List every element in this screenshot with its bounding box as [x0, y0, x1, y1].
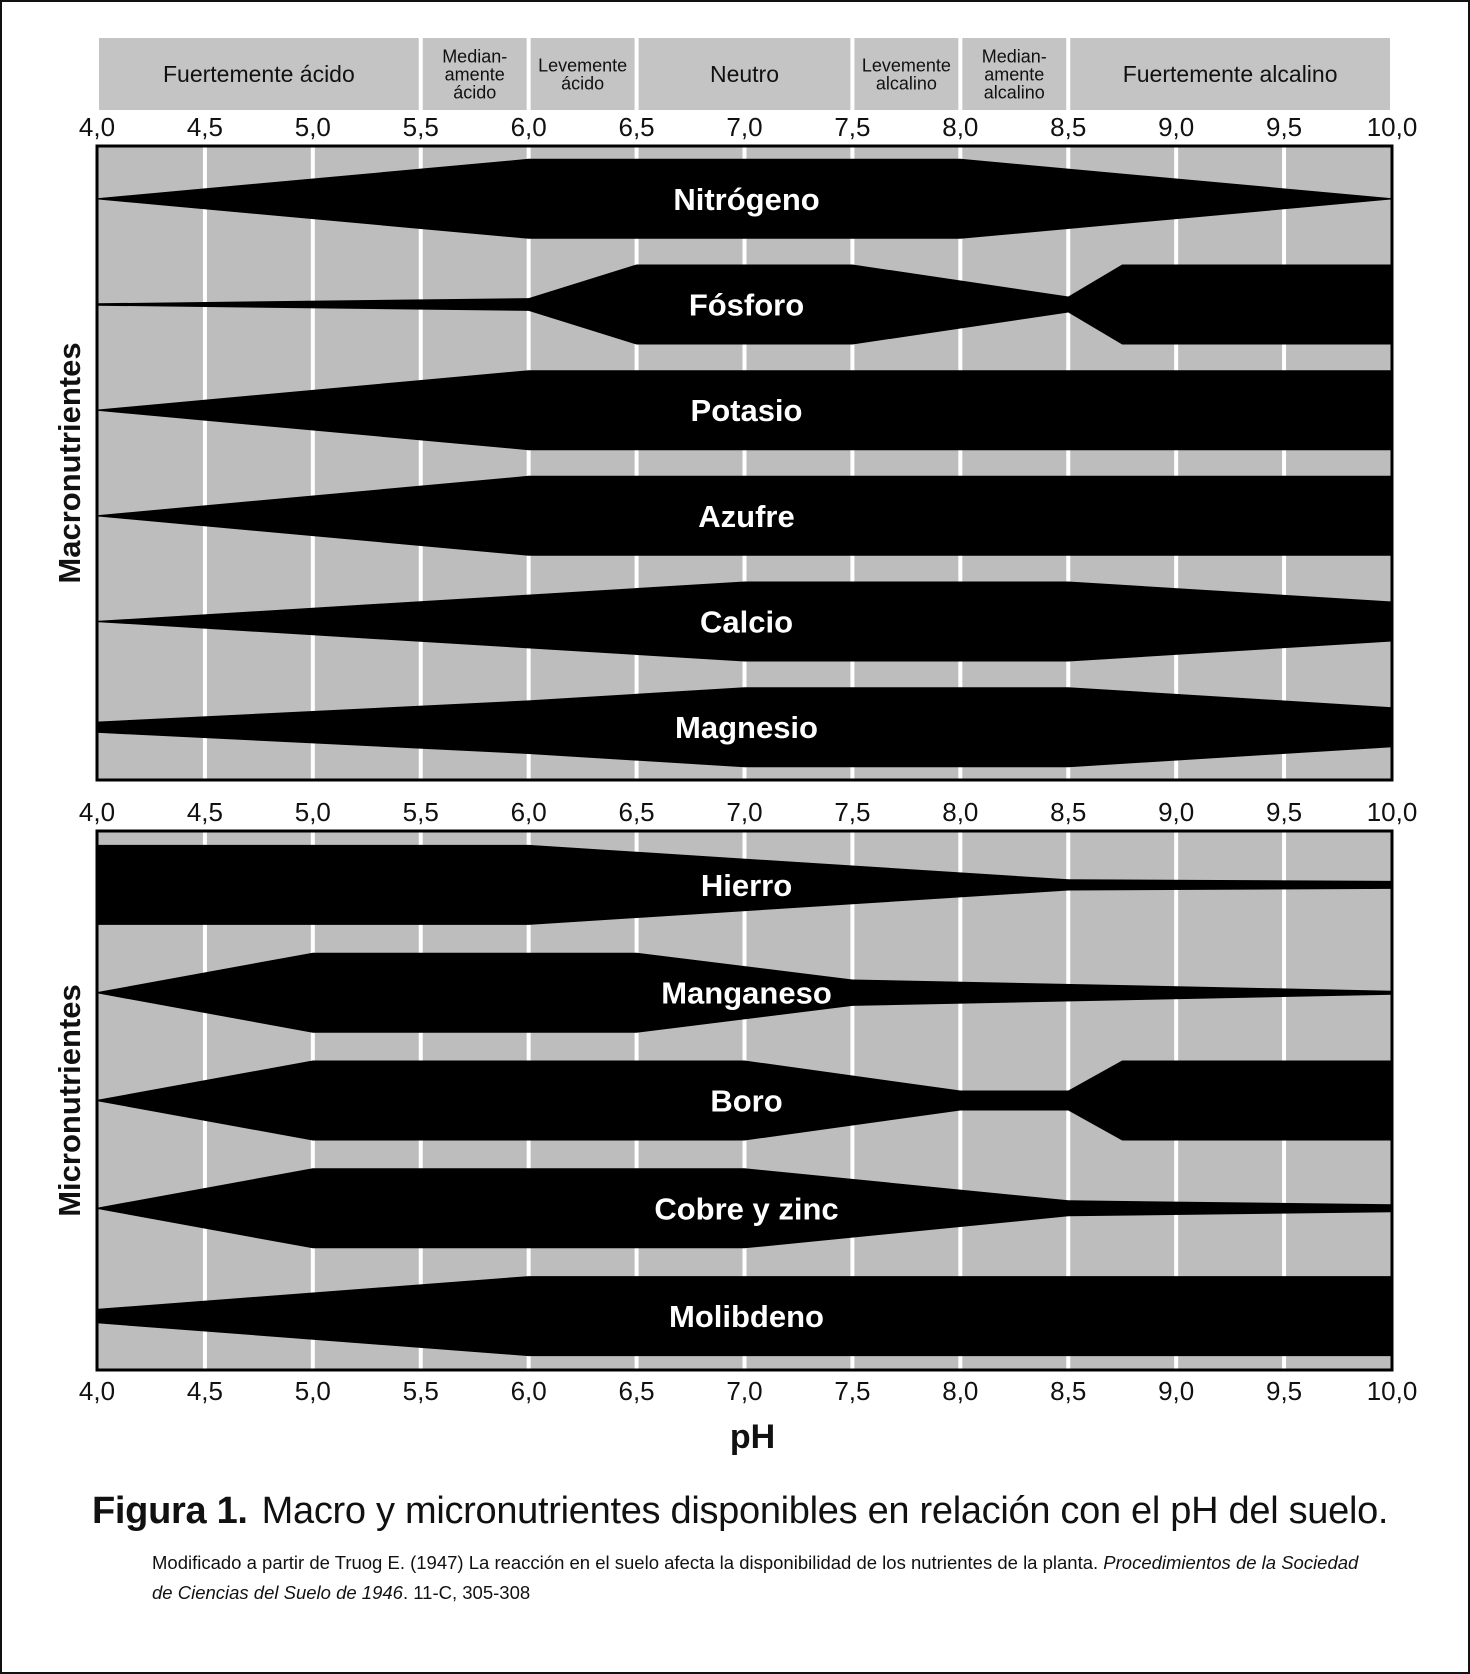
range-label: alcalino — [983, 82, 1045, 103]
band-boro — [97, 1061, 1392, 1141]
tick-row-1 — [79, 112, 1417, 142]
x-axis-label: pH — [729, 1418, 776, 1456]
tick-row-3 — [79, 1376, 1417, 1406]
x-tick-label: 4,0 — [78, 112, 116, 142]
range-header-median-amentealcalino — [962, 38, 1066, 110]
x-tick-label: 7,0 — [726, 112, 763, 142]
x-tick-label: 10,0 — [1366, 797, 1418, 827]
x-tick-label: 6,0 — [510, 797, 547, 827]
range-header-median-amenteacido — [423, 38, 527, 110]
x-tick-label: 10,0 — [1366, 112, 1418, 142]
range-header-neutro — [639, 38, 851, 110]
figure-title: Macro y micronutrientes disponibles en relación con el pH del suelo. — [261, 1490, 1389, 1532]
caption-title-line — [92, 1488, 1422, 1534]
x-tick-label: 4,5 — [186, 112, 223, 142]
x-tick-label: 5,0 — [294, 1376, 331, 1406]
range-label: Levemente — [861, 55, 951, 76]
band-label: Hierro — [700, 867, 793, 903]
band-label: Potasio — [690, 393, 803, 429]
panel-micronutrientes — [52, 831, 1392, 1370]
y-group-label: Macronutrientes — [52, 342, 87, 584]
range-header-levementeacido — [531, 38, 635, 110]
x-tick-label: 6,5 — [618, 1376, 655, 1406]
x-tick-label: 9,5 — [1266, 797, 1303, 827]
x-tick-label: 9,5 — [1266, 1376, 1303, 1406]
range-label: Median- — [981, 46, 1047, 67]
x-tick-label: 9,0 — [1158, 1376, 1195, 1406]
x-tick-label: 5,5 — [402, 797, 439, 827]
source-journal: Procedimientos de la Sociedad de Ciencias del Suelo de 1946 — [152, 1552, 1359, 1603]
band-label: Molibdeno — [669, 1299, 824, 1335]
x-tick-label: 7,0 — [726, 797, 763, 827]
x-tick-label: 7,5 — [834, 112, 871, 142]
x-tick-label: 6,5 — [618, 112, 655, 142]
x-tick-label: 10,0 — [1366, 1376, 1418, 1406]
range-header-fuertemente-alcalino — [1070, 38, 1390, 110]
figure-label: Figura 1. — [92, 1490, 248, 1532]
panel-macronutrientes — [52, 146, 1392, 780]
x-tick-label: 4,0 — [78, 1376, 116, 1406]
range-header-levementealcalino — [854, 38, 958, 110]
range-header-fuertemente-acido — [99, 38, 419, 110]
tick-row-2 — [79, 797, 1417, 827]
x-tick-label: 9,5 — [1266, 112, 1303, 142]
band-label: Magnesio — [675, 710, 818, 746]
range-label: alcalino — [875, 73, 937, 94]
x-tick-label: 4,5 — [186, 1376, 223, 1406]
figure-caption — [92, 1488, 1422, 1608]
range-label: Levemente — [538, 55, 628, 76]
range-label: Neutro — [709, 61, 780, 88]
range-label: Fuertemente alcalino — [1122, 61, 1338, 88]
range-label: amente — [984, 64, 1045, 85]
range-label: amente — [444, 64, 505, 85]
x-tick-label: 6,0 — [510, 1376, 547, 1406]
band-label: Nitrógeno — [673, 181, 820, 217]
x-tick-label: 8,0 — [942, 1376, 979, 1406]
x-tick-label: 5,0 — [294, 112, 331, 142]
x-tick-label: 8,5 — [1050, 112, 1087, 142]
band-label: Fósforo — [688, 287, 805, 323]
x-tick-label: 6,5 — [618, 797, 655, 827]
band-label: Boro — [710, 1083, 783, 1119]
x-tick-label: 8,5 — [1050, 1376, 1087, 1406]
range-label: ácido — [561, 73, 605, 94]
x-tick-label: 8,0 — [942, 112, 979, 142]
source-text: Modificado a partir de Truog E. (1947) La reacción en el suelo afecta la disponibilidad de los nutrientes de la planta. — [152, 1552, 1099, 1573]
x-tick-label: 7,5 — [834, 1376, 871, 1406]
x-tick-label: 6,0 — [510, 112, 547, 142]
x-tick-label: 8,5 — [1050, 797, 1087, 827]
caption-source — [152, 1548, 1382, 1608]
x-tick-label: 9,0 — [1158, 112, 1195, 142]
band-label: Azufre — [698, 498, 795, 534]
y-group-label: Micronutrientes — [52, 984, 87, 1217]
range-label: Fuertemente ácido — [162, 61, 355, 88]
band-label: Calcio — [699, 604, 794, 640]
x-tick-label: 5,5 — [402, 1376, 439, 1406]
range-label: ácido — [453, 82, 497, 103]
x-tick-label: 5,0 — [294, 797, 331, 827]
source-pages: . 11-C, 305-308 — [402, 1582, 531, 1603]
x-tick-label: 7,5 — [834, 797, 871, 827]
x-tick-label: 5,5 — [402, 112, 439, 142]
band-label: Manganeso — [661, 975, 832, 1011]
x-tick-label: 9,0 — [1158, 797, 1195, 827]
band-label: Cobre y zinc — [654, 1191, 839, 1227]
x-tick-label: 4,5 — [186, 797, 223, 827]
x-tick-label: 8,0 — [942, 797, 979, 827]
x-tick-label: 7,0 — [726, 1376, 763, 1406]
range-label: Median- — [442, 46, 508, 67]
x-tick-label: 4,0 — [78, 797, 116, 827]
